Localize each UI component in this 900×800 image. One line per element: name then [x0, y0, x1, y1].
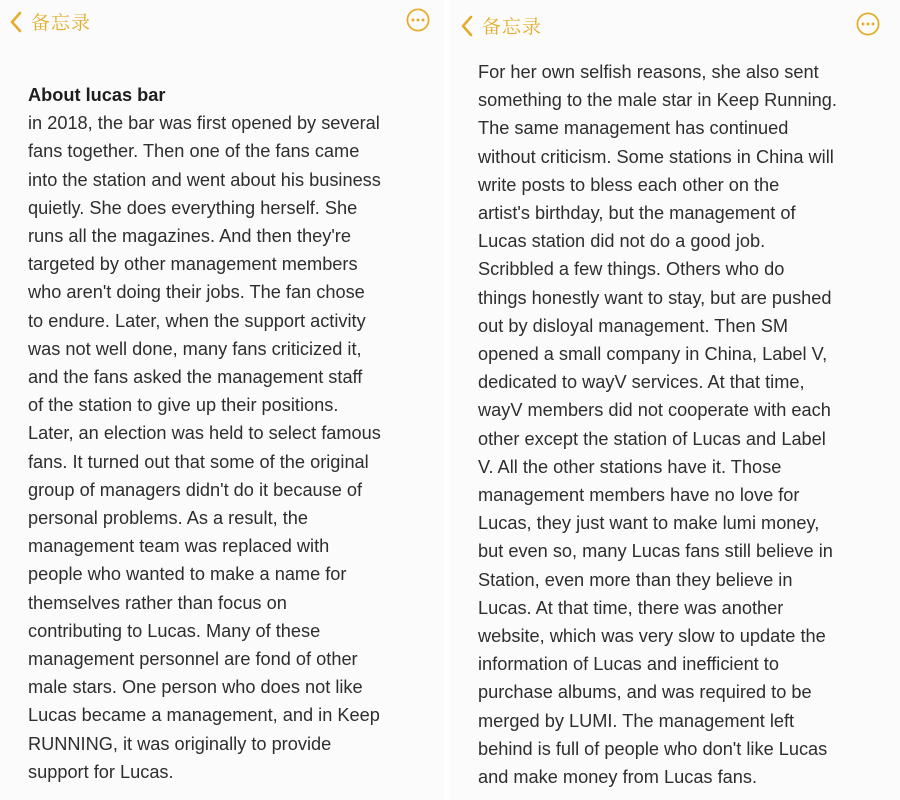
note-line: people who wanted to make a name for — [28, 564, 347, 585]
note-line: contributing to Lucas. Many of these — [28, 620, 321, 641]
note-line: write posts to bless each other on the — [478, 174, 780, 195]
note-line: was not well done, many fans criticized it, — [28, 338, 362, 359]
note-line: purchase albums, and was required to be — [478, 682, 812, 703]
note-line: of the station to give up their positions. — [28, 395, 339, 416]
note-line: fans together. Then one of the fans came — [28, 141, 360, 162]
note-line: For her own selfish reasons, she also sent — [478, 62, 819, 82]
note-line: Later, an election was held to select famous — [28, 423, 381, 444]
note-line: dedicated to wayV services. At that time, — [478, 372, 805, 393]
note-line: Lucas, they just want to make lumi money, — [478, 513, 820, 534]
notes-screen-left — [0, 0, 444, 800]
note-line: themselves rather than focus on — [28, 592, 287, 613]
note-line: Station, even more than they believe in — [478, 569, 793, 590]
note-line: personal problems. As a result, the — [28, 508, 309, 529]
note-line: other except the station of Lucas and Label — [478, 428, 826, 449]
note-line: and make money from Lucas fans. — [478, 767, 758, 788]
note-line: merged by LUMI. The management left — [478, 710, 795, 731]
note-line: support for Lucas. — [28, 761, 174, 782]
note-line: things honestly want to stay, but are pushed — [478, 287, 832, 308]
note-line: opened a small company in China, Label V, — [478, 344, 828, 365]
note-line: management members have no love for — [478, 485, 800, 506]
note-line: quietly. She does everything herself. She — [28, 197, 358, 218]
note-line: V. All the other stations have it. Those — [478, 456, 782, 477]
note-line: Lucas became a management, and in Keep — [28, 705, 380, 726]
note-line: out by disloyal management. Then SM — [478, 315, 789, 336]
note-line: something to the male star in Keep Running. — [478, 90, 837, 111]
note-line: without criticism. Some stations in China will — [478, 146, 834, 167]
note-body[interactable] — [28, 81, 438, 786]
note-line: Lucas station did not do a good job. — [478, 231, 766, 252]
note-line: into the station and went about his business — [28, 169, 381, 190]
note-body[interactable] — [478, 58, 894, 791]
more-button[interactable] — [406, 8, 430, 32]
note-title: About lucas bar — [28, 85, 166, 105]
chevron-left-icon — [460, 15, 474, 37]
note-line: artist's birthday, but the management of — [478, 203, 796, 224]
back-button[interactable] — [460, 12, 542, 39]
note-line: who aren't doing their jobs. The fan chose — [28, 282, 365, 303]
chevron-left-icon — [9, 11, 23, 33]
nav-bar — [0, 0, 444, 46]
note-line: Lucas. At that time, there was another — [478, 597, 784, 618]
note-line: information of Lucas and inefficient to — [478, 654, 779, 675]
note-line: and the fans asked the management staff — [28, 367, 363, 388]
note-line: Scribbled a few things. Others who do — [478, 259, 785, 280]
note-line: website, which was very slow to update the — [478, 626, 826, 647]
note-line: runs all the magazines. And then they're — [28, 226, 351, 247]
note-line: targeted by other management members — [28, 254, 358, 275]
ellipsis-circle-icon — [856, 12, 880, 36]
nav-bar — [450, 0, 900, 46]
note-line: to endure. Later, when the support activity — [28, 310, 366, 331]
notes-screen-right — [450, 0, 900, 800]
note-line: management personnel are fond of other — [28, 649, 358, 670]
note-line: fans. It turned out that some of the original — [28, 451, 369, 472]
more-button[interactable] — [856, 12, 880, 36]
back-button[interactable] — [9, 8, 91, 35]
ellipsis-circle-icon — [406, 8, 430, 32]
note-line: male stars. One person who does not like — [28, 677, 363, 698]
note-line: wayV members did not cooperate with each — [478, 400, 831, 421]
note-line: group of managers didn't do it because of — [28, 479, 363, 500]
note-line: RUNNING, it was originally to provide — [28, 733, 332, 754]
back-label: 备忘录 — [482, 17, 543, 38]
note-line: The same management has continued — [478, 118, 789, 139]
note-line: but even so, many Lucas fans still believe in — [478, 541, 833, 562]
note-line: behind is full of people who don't like Lucas — [478, 738, 828, 759]
back-label: 备忘录 — [31, 13, 92, 34]
note-line: in 2018, the bar was first opened by several — [28, 113, 380, 134]
note-line: management team was replaced with — [28, 536, 330, 557]
